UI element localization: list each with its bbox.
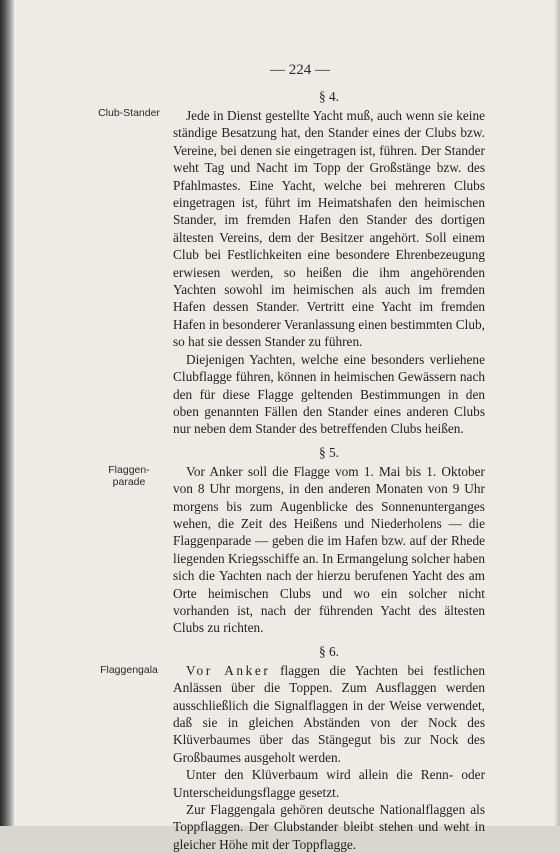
section-heading: § 5. (319, 444, 339, 460)
section-4 (98, 86, 485, 438)
page-edge (554, 0, 560, 826)
paragraph: Zur Flaggengala gehören deutsche Nationalflaggen als Toppflaggen. Der Clubstander bleibt stehen und weht in gleicher Höhe mit der Toppflagge. (173, 802, 485, 852)
section-5 (108, 442, 485, 637)
page-number: — 224 — (270, 62, 330, 78)
paragraph: Diejenigen Yachten, welche eine besonders verliehene Clubflagge führen, können in heimischen Gewässern nach den für diese Flagge geltenden Bestimmungen in den oben genannten Fällen den Stander eines anderen Clubs nur neben dem Stander des betreffenden Clubs heißen. (173, 351, 485, 437)
book-spine-shadow (0, 0, 14, 826)
page-body (98, 86, 485, 853)
margin-note-flaggengala: Flaggengala (100, 663, 158, 676)
margin-note-club-stander: Club-Stander (98, 107, 160, 119)
margin-note-flaggenparade: Flaggen-parade (108, 463, 150, 488)
spaced-lead-text: Vor Anker (186, 662, 271, 678)
section-6 (100, 641, 485, 853)
section-heading: § 4. (319, 89, 339, 104)
paragraph (173, 662, 485, 766)
paragraph-text: flaggen die Yachten bei festlichen Anlässen über die Toppen. Zum Ausflaggen werden ausschließlich die Signalflaggen in der Weise verwendet, daß sie in gleichen Abständen von der Nock des Klüverbaumes über das Stängegut bis zur Nock des Großbaumes ausgeholt werden. (173, 662, 485, 765)
paragraph: Unter den Klüverbaum wird allein die Renn- oder Unterscheidungsflagge gesetzt. (173, 767, 485, 800)
section-heading: § 6. (319, 643, 339, 659)
paragraph: Vor Anker soll die Flagge vom 1. Mai bis 1. Oktober von 8 Uhr morgens, in den anderen Monaten von 9 Uhr morgens bis zum Augenblicke des Sonnenunterganges wehen, die Zeit des Heißens und Niederholens — die Flaggenparade — geben die im Hafen bzw. auf der Rhede liegenden Kriegsschiffe an. In Ermangelung solcher haben sich die Yachten nach der hierzu berufenen Yacht des am Orte heimischen Clubs und wo ein solcher nicht vorhanden ist, nach der führenden Yacht des ältesten Clubs zu richten. (173, 463, 485, 636)
paragraph: Jede in Dienst gestellte Yacht muß, auch wenn sie keine ständige Besatzung hat, den Stander eines der Clubs bzw. Vereine, bei denen sie eingetragen ist, führen. Der Stander weht Tag und Nacht im Topp der Großstänge bzw. des Pfahlmastes. Eine Yacht, welche bei mehreren Clubs eingetragen ist, führt im Heimatshafen den heimischen Stander, im fremden Hafen den Stander des dortigen ältesten Vereins, dem der Besitzer angehört. Soll einem Club bei Festlichkeiten eine besondere Ehrenbezeugung erwiesen werden, so heißen die ihm angehörenden Yachten sowohl im heimischen als auch im fremden Hafen dessen Stander. Vertritt eine Yacht im fremden Hafen in besonderer Veranlassung einen bestimmten Club, so hat sie dessen Stander zu führen. (173, 108, 485, 350)
